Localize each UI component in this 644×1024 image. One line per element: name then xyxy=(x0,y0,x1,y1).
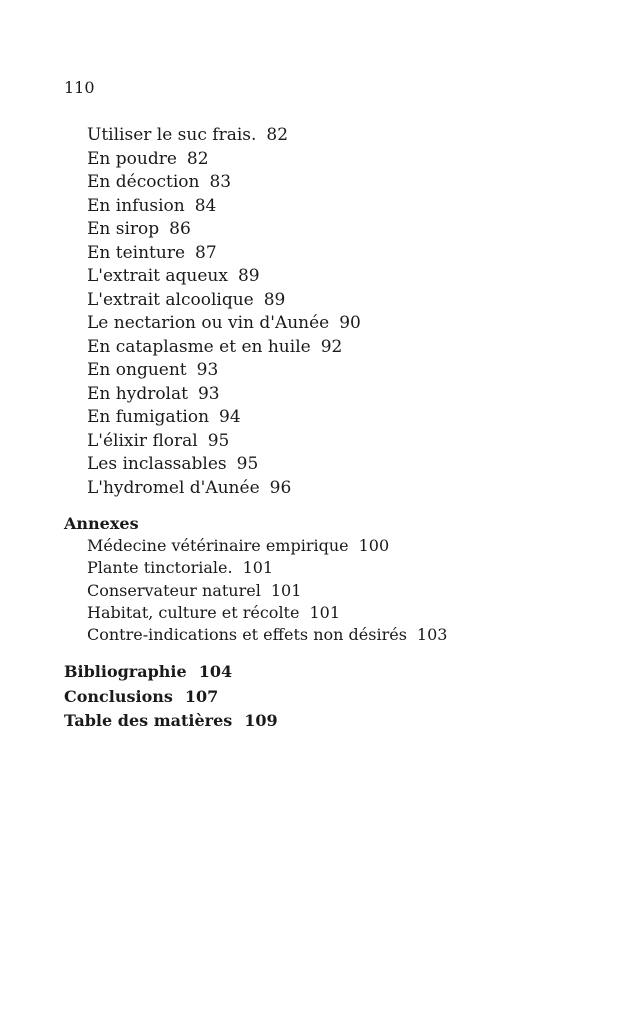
toc-entry-title: En cataplasme et en huile xyxy=(87,336,311,357)
toc-entry xyxy=(64,242,604,266)
toc-entry xyxy=(64,359,604,383)
toc-entry-page: 93 xyxy=(197,383,220,404)
toc-entry-page: 82 xyxy=(186,148,209,169)
toc-entry xyxy=(64,430,604,454)
toc-entry-page: 95 xyxy=(236,454,259,474)
toc-entry xyxy=(64,171,604,195)
toc-main-page: 104 xyxy=(198,662,233,682)
main-entries xyxy=(64,660,604,734)
toc-entry xyxy=(64,289,604,313)
toc-entry-title: Le nectarion ou vin d'Aunée xyxy=(87,313,330,333)
toc-entry-title: Utiliser le suc frais. xyxy=(87,125,257,145)
toc-entry-title: L'hydromel d'Aunée xyxy=(87,477,260,498)
toc-entry-page: 82 xyxy=(266,125,289,145)
toc-entry-page: 84 xyxy=(194,195,217,216)
page-number: 110 xyxy=(64,78,95,97)
toc-entry xyxy=(64,477,604,501)
toc-entry xyxy=(64,406,604,430)
toc-entry-title: En poudre xyxy=(87,148,177,169)
toc-entry-title: Conservateur naturel xyxy=(87,580,261,600)
toc-entry xyxy=(64,580,604,602)
toc-entry-page: 89 xyxy=(263,289,286,310)
annexes-list xyxy=(64,535,604,646)
toc-entry-title: L'extrait alcoolique xyxy=(87,289,254,310)
annexes-heading: Annexes xyxy=(64,514,139,533)
toc-entry-page: 93 xyxy=(196,360,219,380)
toc-entry-title: Habitat, culture et récolte xyxy=(87,602,300,622)
toc-entry xyxy=(64,218,604,242)
toc-entry-page: 83 xyxy=(209,172,232,192)
toc-entry-title: L'élixir floral xyxy=(87,430,198,451)
toc-main-entry xyxy=(64,709,604,734)
toc-entry-page: 89 xyxy=(237,266,260,286)
toc-entry-title: En décoction xyxy=(87,172,200,192)
toc-entry-title: Les inclassables xyxy=(87,454,227,474)
toc-main-page: 109 xyxy=(244,711,278,731)
toc-entry-page: 94 xyxy=(219,407,241,427)
toc-entry xyxy=(64,453,604,477)
toc-entry-page: 100 xyxy=(358,536,390,555)
toc-entry-title: En infusion xyxy=(87,195,185,216)
toc-main-page: 107 xyxy=(184,686,219,706)
toc-entry-title: L'extrait aqueux xyxy=(87,266,228,286)
toc-main-title: Bibliographie xyxy=(64,662,187,682)
toc-entry-title: En sirop xyxy=(87,219,160,239)
toc-main-title: Table des matières xyxy=(64,711,233,731)
toc-entry xyxy=(64,312,604,336)
toc-entry xyxy=(64,148,604,172)
toc-entry xyxy=(64,124,604,148)
toc-entry xyxy=(64,535,604,557)
toc-main-title: Conclusions xyxy=(64,686,173,706)
toc-entry xyxy=(64,265,604,289)
preparations-list xyxy=(64,124,604,500)
toc-entry-title: En fumigation xyxy=(87,407,210,427)
toc-entry-page: 103 xyxy=(416,625,448,645)
toc-entry-page: 92 xyxy=(320,336,343,357)
toc-entry-page: 90 xyxy=(339,313,361,333)
toc-entry-page: 95 xyxy=(207,430,230,451)
toc-entry-page: 101 xyxy=(309,602,340,622)
toc-entry xyxy=(64,624,604,646)
toc-entry xyxy=(64,557,604,579)
toc-entry-title: En hydrolat xyxy=(87,383,188,404)
toc-entry-page: 86 xyxy=(169,219,191,239)
toc-entry-title: En teinture xyxy=(87,242,186,263)
toc-entry-title: En onguent xyxy=(87,360,187,380)
toc-entry-page: 96 xyxy=(269,477,292,498)
toc-entry-page: 101 xyxy=(242,558,274,578)
toc-entry-title: Plante tinctoriale. xyxy=(87,558,233,578)
toc-entry xyxy=(64,195,604,219)
toc-entry xyxy=(64,336,604,360)
toc-entry xyxy=(64,602,604,624)
toc-entry-title: Médecine vétérinaire empirique xyxy=(87,536,349,555)
toc-main-entry xyxy=(64,685,604,710)
toc-main-entry xyxy=(64,660,604,685)
toc-entry-title: Contre-indications et effets non désirés xyxy=(87,625,407,645)
table-of-contents xyxy=(64,124,604,734)
toc-entry xyxy=(64,383,604,407)
toc-entry-page: 101 xyxy=(270,580,302,600)
toc-entry-page: 87 xyxy=(195,242,217,263)
